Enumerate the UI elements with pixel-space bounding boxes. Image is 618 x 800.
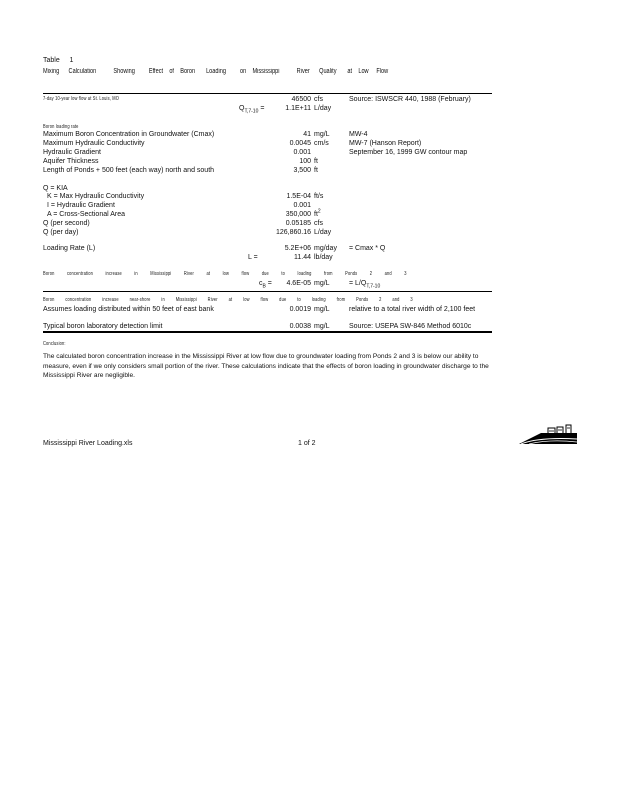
increase-label: Boron concentration increase in Mississippi River at low flow due to loading from Ponds 2 and 3: [43, 271, 407, 277]
detection-value: 0.0038: [289, 323, 311, 330]
loading-unit: mg/day: [314, 245, 337, 252]
inputs-section-label: Boron loading rate: [43, 124, 79, 130]
downstream-label: Boron concentration increase near-shore in Mississippi River at low flow due to loading from Ponds 2 and 3: [43, 297, 413, 303]
input-note-cmax: MW-4: [349, 131, 368, 138]
input-label-gradient: Hydraulic Gradient: [43, 149, 101, 156]
input-value-length: 3,500: [293, 167, 311, 174]
darcy-label-qs: Q (per second): [43, 220, 90, 227]
input-unit-thickness: ft: [314, 158, 318, 165]
darcy-value-qs: 0.05185: [285, 220, 311, 227]
input-label-conductivity: Maximum Hydraulic Conductivity: [43, 140, 145, 147]
input-unit-cmax: mg/L: [314, 131, 330, 138]
loading-label: Loading Rate (L): [43, 245, 96, 252]
input-unit-length: ft: [314, 167, 318, 174]
darcy-value-a: 350,000: [285, 211, 311, 218]
darcy-equation: Q = KIA: [43, 185, 68, 192]
input-label-length: Length of Ponds + 500 feet (each way) north and south: [43, 167, 215, 174]
darcy-unit-k: ft/s: [314, 193, 324, 200]
input-value-conductivity: 0.0045: [289, 140, 311, 147]
cb-label: $c_B$ =: [259, 280, 272, 290]
table-title: Mixing Calculation Showing Effect of Boron Loading on Mississippi River Quality at Low Flow: [43, 68, 389, 75]
downstream-value: 0.0019: [289, 306, 311, 313]
darcy-label-k: K = Max Hydraulic Conductivity: [47, 193, 145, 200]
downstream-note: relative to a total river width of 2,100 feet: [349, 306, 476, 313]
company-logo-icon: [519, 424, 577, 444]
loading-formula: = Cmax * Q: [349, 245, 386, 252]
l-unit: lb/day: [314, 254, 333, 261]
input-note-conductivity: MW-7 (Hanson Report): [349, 140, 422, 147]
detection-unit: mg/L: [314, 323, 330, 330]
qt-value: 1.1E+11: [285, 105, 311, 112]
flow-value: 46500: [291, 96, 311, 103]
table-bottom-rule: [43, 331, 492, 333]
header-rule: [43, 93, 492, 94]
increase-rule: [43, 291, 492, 292]
cb-unit: mg/L: [314, 280, 330, 287]
downstream-unit: mg/L: [314, 306, 330, 313]
conclusion-text: The calculated boron concentration increase in the Mississippi River at low flow due to groundwater loading from Ponds 2 and 3 is below our ability to measure, even if we only considers small portion of the river. These calculations indicate that the effects of boron loading in groundwater discharge to the Mississippi River are negligible.: [43, 353, 489, 379]
cb-value: 4.6E-05: [286, 280, 311, 287]
input-label-thickness: Aquifer Thickness: [43, 158, 99, 165]
cb-formula: = $L/Q_{T,7-10}$: [349, 280, 381, 290]
darcy-label-a: A = Cross-Sectional Area: [47, 211, 126, 218]
table-label: Table 1: [43, 57, 74, 64]
input-label-cmax: Maximum Boron Concentration in Groundwater (Cmax): [43, 131, 215, 138]
input-value-gradient: 0.001: [293, 149, 311, 156]
qt-unit: L/day: [314, 105, 332, 112]
darcy-unit-a: $ft^2$: [314, 208, 321, 218]
flow-source: Source: ISWSCR 440, 1988 (February): [349, 96, 471, 103]
detection-note: Source: USEPA SW-846 Method 6010c: [349, 323, 472, 330]
darcy-value-i: 0.001: [293, 202, 311, 209]
input-value-thickness: 100: [299, 158, 311, 165]
detection-label: Typical boron laboratory detection limit: [43, 323, 163, 330]
darcy-label-i: I = Hydraulic Gradient: [47, 202, 115, 209]
loading-value: 5.2E+06: [284, 245, 311, 252]
darcy-unit-qd: L/day: [314, 229, 332, 236]
darcy-value-qd: 126,860.16: [275, 229, 311, 236]
darcy-unit-qs: cfs: [314, 220, 323, 227]
conclusion-heading: Conclusion:: [43, 341, 66, 347]
downstream-row-label: Assumes loading distributed within 50 feet of east bank: [43, 306, 214, 313]
flow-unit: cfs: [314, 96, 323, 103]
footer-filename: Mississippi River Loading.xls: [43, 440, 133, 447]
l-value: 11.44: [294, 254, 311, 261]
footer-page: 1 of 2: [298, 440, 316, 447]
input-value-cmax: 41: [303, 131, 311, 138]
table-number: 1: [69, 57, 74, 64]
darcy-label-qd: Q (per day): [43, 229, 79, 236]
flow-label: 7-day 10-year low flow at St. Louis, MO: [43, 96, 120, 102]
darcy-value-k: 1.5E-04: [286, 193, 311, 200]
input-unit-conductivity: cm/s: [314, 140, 329, 147]
input-note-gradient: September 16, 1999 GW contour map: [349, 149, 468, 156]
qt-label: $Q_{T,7-10}$ =: [239, 105, 265, 115]
l-label: L =: [248, 254, 258, 261]
